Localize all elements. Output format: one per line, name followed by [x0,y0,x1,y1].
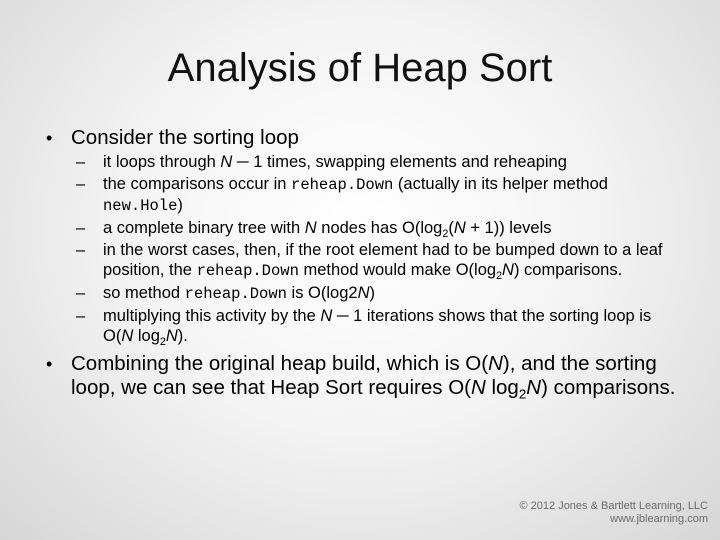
subscript-2: 2 [518,386,527,402]
sub-bullet-text: ) [369,284,375,302]
dash-symbol: – [76,153,86,171]
sub-bullet-text: + 1)) levels [465,219,552,237]
sub-bullet-item-6 [58,306,686,346]
sub-bullet-text: nodes has O(log [316,219,443,237]
bullet-text: ) comparisons. [541,376,676,399]
sub-bullet-text: ). [177,327,188,345]
variable-n: N [502,261,514,279]
bullet-symbol: • [46,354,53,374]
sub-bullet-text: method would make O(log [298,261,497,279]
bullet-text: log [485,376,519,399]
bullet-item-2 [46,352,686,400]
dash-symbol: – [76,284,86,302]
code-reheap-down: reheap.Down [196,262,299,280]
dash-symbol: – [76,219,86,237]
variable-n: N [470,376,486,399]
variable-n: N [220,153,233,171]
variable-n: N [121,327,134,345]
dash-symbol: – [76,175,86,193]
sub-bullet-item-3 [58,218,686,238]
slide-title: Analysis of Heap Sort [167,46,553,90]
sub-bullet-text: it loops through [103,153,221,171]
sub-bullet-text: ─ 1 times, swapping elements and reheaping [232,153,567,171]
variable-n: N [488,352,503,375]
sub-bullet-text: multiplying this activity by the [103,307,321,325]
sub-bullet-text: (actually in its helper method [393,175,608,193]
sub-bullet-item-4 [58,240,686,281]
variable-n: N [165,327,178,345]
dash-symbol: – [76,241,86,259]
slide-content [46,126,686,400]
code-reheap-down: reheap.Down [184,285,287,303]
sub-bullet-text: in the worst cases, then, if the root element had to be bumped down to a leaf position, the [103,241,663,279]
variable-n: N [304,219,317,237]
sub-bullet-text: ( [448,219,454,237]
copyright-line-2: www.jblearning.com [610,513,708,525]
bullet-text: ), and the sorting loop, we can see that Heap Sort requires O( [71,352,657,399]
subscript-2: 2 [442,227,449,240]
dash-symbol: – [76,307,86,325]
copyright-notice [520,500,709,526]
subscript-2: 2 [496,269,503,282]
sub-bullet-text: log [133,327,160,345]
bullet-text: Consider the sorting loop [71,126,299,149]
sub-bullet-item-5 [58,283,686,304]
sub-bullet-text: a complete binary tree with [103,219,305,237]
sub-bullet-list [58,152,686,346]
bullet-text: Combining the original heap build, which is O( [71,352,489,375]
bullet-item-1 [46,126,686,150]
copyright-line-1: © 2012 Jones & Bartlett Learning, LLC [519,500,708,512]
variable-n: N [357,284,370,302]
sub-bullet-text: so method [103,284,185,302]
sub-bullet-text: the comparisons occur in [103,175,292,193]
code-new-hole: new.Hole [103,197,178,215]
sub-bullet-text: ─ 1 iterations shows that the sorting loop is O( [103,307,652,345]
sub-bullet-item-1 [58,152,686,172]
code-reheap-down: reheap.Down [291,176,394,194]
variable-n: N [453,219,466,237]
bullet-symbol: • [46,128,53,148]
sub-bullet-text: is O(log2 [286,284,358,302]
subscript-2: 2 [159,335,166,348]
sub-bullet-text: ) [177,196,183,214]
variable-n: N [320,307,333,325]
sub-bullet-item-2 [58,174,686,216]
sub-bullet-text: ) comparisons. [513,261,623,279]
variable-n: N [526,376,542,399]
